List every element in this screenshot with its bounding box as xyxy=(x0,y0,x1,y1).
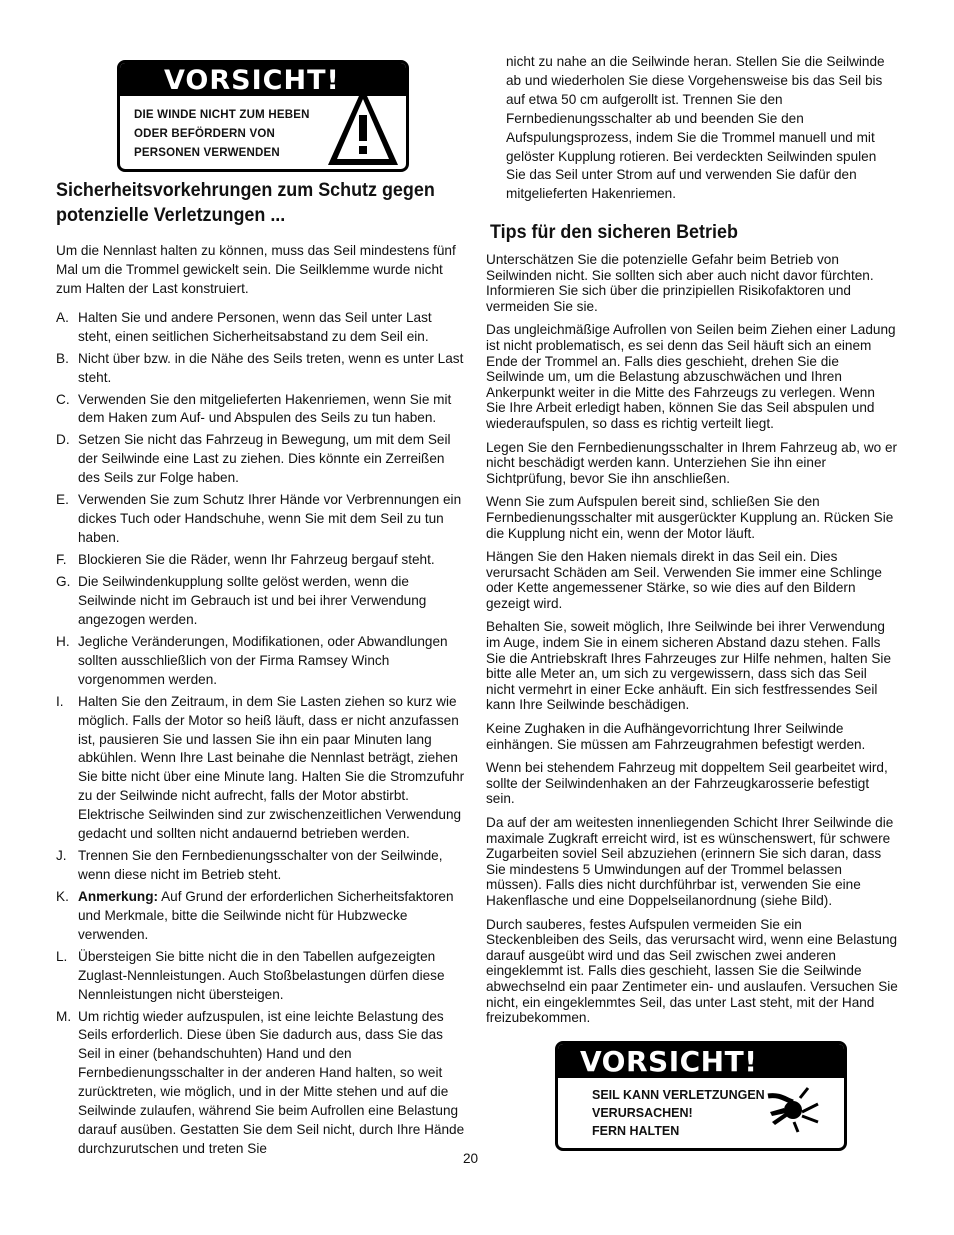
list-item-letter: H. xyxy=(56,633,70,649)
tip-paragraph: Unterschätzen Sie die potenzielle Gefahr beim Betrieb von Seilwinden nicht. Sie sollten sich aber auch nicht davor fürchten. Informieren Sie sich über die prinzipiellen Risikofaktoren und vermeiden Sie sie. xyxy=(486,252,874,314)
tip-paragraph: Behalten Sie, soweit möglich, Ihre Seilwinde bei ihrer Verwendung im Auge, indem Sie in einem sicheren Abstand dazu stehen. Falls Sie die Antriebskraft Ihres Fahrzeuges zur Hilfe nehmen, halten Sie bitte alle Meter an, um sich zu vergewissern, dass sich das Seil nicht vermehrt in einer Ecke anhäuft. Ein sich festfressendes Seil kann Ihre Seilwinde beschädigen. xyxy=(486,619,892,713)
warning-text xyxy=(592,1086,765,1140)
safety-list xyxy=(56,309,468,1159)
list-item-letter: E. xyxy=(56,492,69,508)
tip-paragraph: Legen Sie den Fernbedienungsschalter in Ihrem Fahrzeug ab, wo er nicht beschädigt werden kann. Unterziehen Sie ihn einer Sichtprüfung, bevor Sie ihn anschließen. xyxy=(486,439,898,486)
list-item-text: Setzen Sie nicht das Fahrzeug in Bewegung, um mit dem Seil der Seilwinde eine Last zu ziehen. Dies könnte ein Zerreißen des Seils zur Folge haben. xyxy=(78,432,451,486)
tip-paragraph: Da auf der am weitesten innenliegenden Schicht Ihrer Seilwinde die maximale Zugkraft erreicht wird, ist es wünschenswert, für schwere Zugarbeiten soviel Seil abzuziehen (erinnern Sie sich daran, dass Sie mindestens 5 Umwindungen auf der Trommel belassen müssen). Falls dies nicht durchführbar ist, verwenden Sie eine Hakenflasche und eine Doppelseilanordnung (siehe Bild). xyxy=(486,815,894,908)
continuation-paragraph: nicht zu nahe an die Seilwinde heran. Stellen Sie die Seilwinde ab und wiederholen Sie diese Vorgehensweise bis das Seil bis auf etwa 50 cm aufgerollt ist. Trennen Sie den Fernbedienungsschalter ab und beenden Sie den Aufspulungsprozess, indem Sie die Trommel manuell und mit gelöster Kupplung rotieren. Bei verdeckten Seilwinden spulen Sie das Seil unter Strom auf und verwenden Sie dafür den mitgelieferten Hakenriemen. xyxy=(506,54,885,202)
list-item-letter: K. xyxy=(56,888,69,904)
page-number: 20 xyxy=(463,1151,479,1166)
intro-paragraph: Um die Nennlast halten zu können, muss das Seil mindestens fünf Mal um die Trommel gewickelt sein. Die Seilklemme wurde nicht zum Halten der Last konstruiert. xyxy=(56,243,456,296)
list-item-letter: I. xyxy=(56,693,64,709)
list-item-letter: B. xyxy=(56,350,69,366)
warning-label-bottom xyxy=(555,1041,847,1151)
list-item-text: Verwenden Sie den mitgelieferten Hakenriemen, wenn Sie mit dem Haken zum Auf- und Abspulen des Seils zu tun haben. xyxy=(78,391,452,426)
list-item xyxy=(56,350,468,388)
list-item xyxy=(56,633,468,690)
tip-paragraph: Wenn Sie zum Aufspulen bereit sind, schließen Sie den Fernbedienungsschalter mit ausgerückter Kupplung an. Rücken Sie die Kupplung nicht ein, wenn der Motor läuft. xyxy=(486,494,894,541)
warning-line: PERSONEN VERWENDEN xyxy=(134,147,280,159)
tip-paragraph: Keine Zughaken in die Aufhängevorrichtung Ihrer Seilwinde einhängen. Sie müssen am Fahrzeugrahmen befestigt werden. xyxy=(486,721,866,752)
warning-line: VERURSACHEN! xyxy=(592,1106,693,1120)
list-item xyxy=(56,888,468,945)
warning-line: SEIL KANN VERLETZUNGEN xyxy=(592,1088,765,1102)
list-item xyxy=(56,391,468,429)
list-item xyxy=(56,693,468,844)
warning-triangle-icon xyxy=(326,85,400,169)
list-item-text: Halten Sie und andere Personen, wenn das Seil unter Last steht, einen seitlichen Sicherheitsabstand zu dem Seil ein. xyxy=(78,309,432,344)
warning-label-top xyxy=(117,60,409,172)
tip-paragraph: Hängen Sie den Haken niemals direkt in das Seil ein. Dies verursacht Schäden am Seil. Verwenden Sie immer eine Schlinge oder Kette angemessener Stärke, so wie dies auf den Bildern gezeigt wird. xyxy=(486,549,882,611)
hand-entanglement-icon xyxy=(764,1082,822,1134)
list-item-text: Um richtig wieder aufzuspulen, ist eine leichte Belastung des Seils erforderlich. Diese üben Sie dadurch aus, dass Sie das Seil in einer (behandschuhten) Hand und den Fernbedienungsschalter in der anderen Hand halten, so weit zurücktreten, wie möglich, und in der Mitte stehen und auf die Seilwinde zulaufen, während Sie beim Aufrollen eine Belastung darauf ausüben. Gestatten Sie dem Seil nicht, durch Ihre Hände durchzurutschen und treten Sie xyxy=(78,1008,465,1156)
list-item-text: Nicht über bzw. in die Nähe des Seils treten, wenn es unter Last steht. xyxy=(78,350,464,385)
tips-column xyxy=(486,252,898,1034)
list-item xyxy=(56,847,468,885)
list-item xyxy=(56,551,468,570)
warning-line: DIE WINDE NICHT ZUM HEBEN xyxy=(134,109,310,121)
list-item-text: Übersteigen Sie bitte nicht die in den Tabellen aufgezeigten Zuglast-Nennleistungen. Auch Stoßbelastungen dürfen diese Nennleistungen nicht übersteigen. xyxy=(78,948,445,1002)
list-item xyxy=(56,431,468,488)
list-item-letter: C. xyxy=(56,391,70,407)
list-item-emphasis: Anmerkung: xyxy=(78,888,159,904)
warning-text xyxy=(134,106,310,163)
section-heading-safety: Sicherheitsvorkehrungen zum Schutz gegen potenzielle Verletzungen ... xyxy=(56,179,435,226)
list-item-text: Jegliche Veränderungen, Modifikationen, oder Abwandlungen sollten ausschließlich von der Firma Ramsey Winch vorgenommen werden. xyxy=(78,633,448,687)
list-item-text-rest: Auf Grund der erforderlichen Sicherheitsfaktoren und Merkmale, bitte die Seilwinde nicht für Hubzwecke verwenden. xyxy=(78,888,454,942)
list-item xyxy=(56,948,468,1005)
warning-title: VORSICHT! xyxy=(580,1045,758,1078)
list-item xyxy=(56,573,468,630)
warning-line: ODER BEFÖRDERN VON xyxy=(134,128,275,140)
section-heading-tips: Tips für den sicheren Betrieb xyxy=(490,221,738,243)
list-item-letter: J. xyxy=(56,848,67,864)
warning-title-bar xyxy=(558,1044,844,1078)
list-item-letter: F. xyxy=(56,552,67,568)
tip-paragraph: Das ungleichmäßige Aufrollen von Seilen beim Ziehen einer Ladung ist nicht problematisch, es sei denn das Seil häuft sich an einem Ende der Trommel an. Falls dies geschieht, drehen Sie die Seilwinde um, um die Belastung abzuschwächen und Ihren Ankerpunkt weiter in die Mitte des Fahrzeugs zu verlegen. Wenn Sie Ihre Arbeit erledigt haben, können Sie das Seil abspulen und wiederaufspulen, so dass es richtig verteilt liegt. xyxy=(486,322,896,431)
list-item-text: Die Seilwindenkupplung sollte gelöst werden, wenn die Seilwinde nicht im Gebrauch ist und bei ihrer Verwendung angezogen werden. xyxy=(78,574,427,627)
warning-title: VORSICHT! xyxy=(164,65,340,96)
list-item-text: Trennen Sie den Fernbedienungsschalter von der Seilwinde, wenn diese nicht im Betrieb steht. xyxy=(78,848,443,882)
list-item xyxy=(56,491,468,548)
tip-paragraph: Durch sauberes, festes Aufspulen vermeiden Sie ein Steckenbleiben des Seils, das verursacht wird, wenn eine Belastung darauf ausgeübt wird und das Seil zwischen zwei anderen eingeklemmt ist. Falls dies geschieht, lassen Sie die Seilwinde abwechselnd ein paar Zentimeter ein- und auslaufen. Versuchen Sie nicht, ein eingeklemmtes Seil, das unter Last steht, mit der Hand freizubekommen. xyxy=(486,916,898,1026)
list-item-letter: A. xyxy=(56,309,69,325)
list-item-text xyxy=(78,888,468,945)
list-item-letter: L. xyxy=(56,948,68,964)
list-item xyxy=(56,309,468,347)
list-item-letter: D. xyxy=(56,432,70,448)
left-column xyxy=(56,242,468,1162)
list-item-letter: G. xyxy=(56,574,71,590)
tip-paragraph: Wenn bei stehendem Fahrzeug mit doppeltem Seil gearbeitet wird, sollte der Seilwindenhaken an der Fahrzeugkarosserie befestigt sein. xyxy=(486,760,888,807)
list-item-text: Verwenden Sie zum Schutz Ihrer Hände vor Verbrennungen ein dickes Tuch oder Handschuhe, wenn Sie mit dem Seil zu tun haben. xyxy=(78,492,462,546)
list-item xyxy=(56,1008,468,1159)
list-item-letter: M. xyxy=(56,1008,72,1024)
warning-line: FERN HALTEN xyxy=(592,1124,680,1138)
list-item-text: Halten Sie den Zeitraum, in dem Sie Lasten ziehen so kurz wie möglich. Falls der Motor so heiß läuft, dass er nicht anzufassen ist, pausieren Sie und lassen Sie ihn ein paar Minuten lang abkühlen. Wenn Ihre Last beinahe die Nennlast beträgt, ziehen Sie bitte nicht über eine Minute lang. Halten Sie die Stromzufuhr zu der Seilwinde nicht aufrecht, falls der Motor abstirbt. Elektrische Seilwinden sind zur zwischenzeitlichen Verwendung gedacht und sollten nicht andauernd betrieben werden. xyxy=(78,693,465,842)
list-item-text: Blockieren Sie die Räder, wenn Ihr Fahrzeug bergauf steht. xyxy=(78,552,435,568)
